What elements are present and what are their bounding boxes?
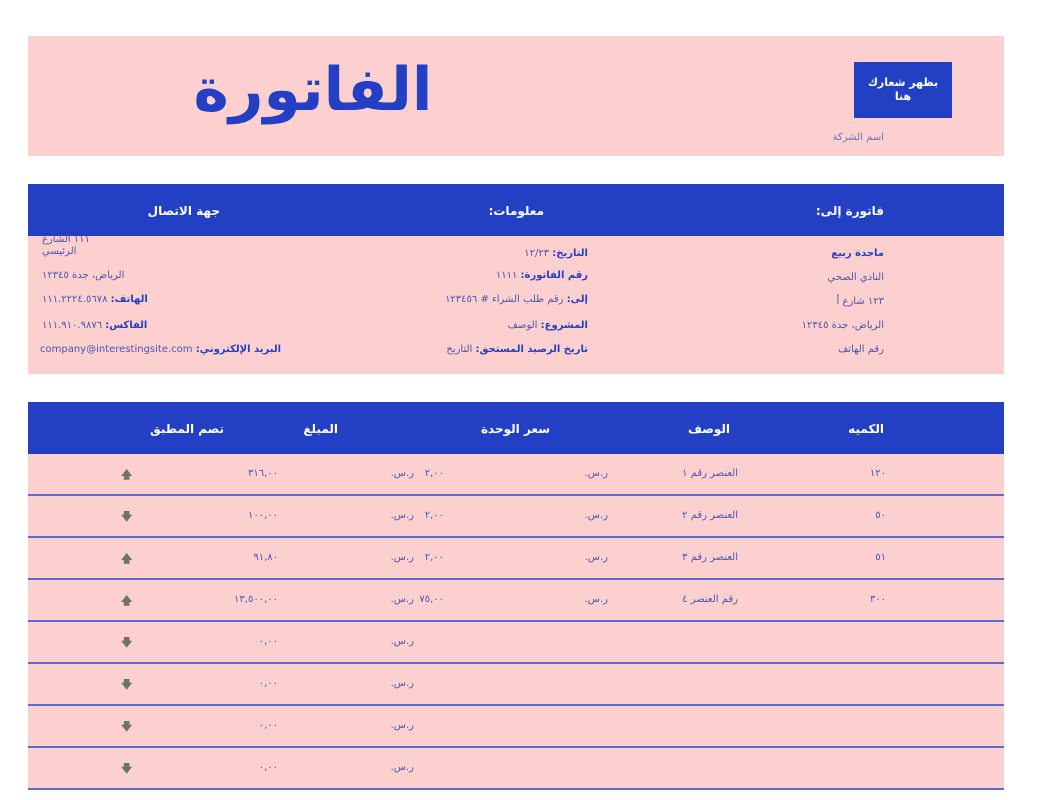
contact-street-top: ١١١ الشارع xyxy=(42,234,90,245)
description-cell[interactable]: العنصر رقم ٢ xyxy=(682,510,738,521)
tax-toggle-icon[interactable]: 🡇 xyxy=(121,636,133,649)
qty-cell[interactable]: ٣٠٠ xyxy=(869,594,886,605)
col-qty: الكميه xyxy=(848,422,884,436)
amount-cell: ٠,٠٠ xyxy=(258,678,278,689)
invoice-title: الفاتورة xyxy=(193,55,433,125)
table-row xyxy=(28,454,1004,496)
qty-cell[interactable]: ٥١ xyxy=(875,552,886,563)
amount-cell: ٠,٠٠ xyxy=(258,720,278,731)
col-description: الوصف xyxy=(687,422,730,436)
tax-toggle-icon[interactable]: 🡅 xyxy=(121,468,133,481)
unit-currency-cell: ر.س. xyxy=(584,552,608,563)
amount-cell: ٠,٠٠ xyxy=(258,762,278,773)
invoice-number-value: ١١١١ xyxy=(495,270,518,281)
date-label: التاريخ: xyxy=(552,248,588,259)
contact-email-value[interactable]: company@interestingsite.com xyxy=(40,344,193,355)
unit-price-cell[interactable]: ٧٥,٠٠ xyxy=(419,594,444,605)
contact-phone-value: ١١١.٢٢٢٤.٥٦٧٨ xyxy=(42,294,108,305)
to-label: إلى: xyxy=(566,294,588,305)
tax-toggle-icon[interactable]: 🡅 xyxy=(121,552,133,565)
info-heading: معلومات: xyxy=(488,204,544,218)
po-number: رقم طلب الشراء # ١٢٣٤٥٦ xyxy=(445,294,564,305)
unit-currency-cell: ر.س. xyxy=(584,594,608,605)
qty-cell[interactable]: ٥٠ xyxy=(875,510,886,521)
col-amount: المبلغ xyxy=(303,422,338,436)
description-cell[interactable]: رقم العنصر ٤ xyxy=(682,594,738,605)
amount-cell: ٩١,٨٠ xyxy=(253,552,278,563)
amount-currency-cell: ر.س. xyxy=(390,720,414,731)
bill-to-heading: فاتورة إلى: xyxy=(815,204,884,218)
amount-cell: ١٠٠,٠٠ xyxy=(247,510,278,521)
col-unit-price: سعر الوحدة xyxy=(480,422,550,436)
bill-to-street: ١٢٣ شارع أ xyxy=(836,296,884,307)
amount-cell: ٣١٦,٠٠ xyxy=(247,468,278,479)
table-row xyxy=(28,580,1004,622)
amount-cell: ١٣,٥٠٠,٠٠ xyxy=(234,594,278,605)
amount-currency-cell: ر.س. xyxy=(390,468,414,479)
amount-currency-cell: ر.س. xyxy=(390,678,414,689)
table-row xyxy=(28,496,1004,538)
contact-phone-label: الهاتف: xyxy=(110,294,148,305)
amount-currency-cell: ر.س. xyxy=(390,594,414,605)
description-cell[interactable]: العنصر رقم ٣ xyxy=(682,552,738,563)
amount-currency-cell: ر.س. xyxy=(390,636,414,647)
contact-email-label: البريد الإلكتروني: xyxy=(195,344,282,355)
qty-cell[interactable]: ١٢٠ xyxy=(869,468,886,479)
due-date-label: تاريخ الرصيد المستحق: xyxy=(475,344,588,355)
table-row xyxy=(28,706,1004,748)
table-row xyxy=(28,538,1004,580)
amount-currency-cell: ر.س. xyxy=(390,762,414,773)
bill-to-phone: رقم الهاتف xyxy=(837,344,884,355)
unit-price-cell[interactable]: ٢,٠٠ xyxy=(424,468,444,479)
project-value: الوصف xyxy=(507,320,538,331)
unit-price-cell[interactable]: ٢,٠٠ xyxy=(424,552,444,563)
bill-to-city: الرياض، جدة ١٢٣٤٥ xyxy=(801,320,884,331)
contact-street-main: الرئيسي xyxy=(42,246,77,257)
items-table-header xyxy=(28,402,1004,454)
bill-to-club: النادي الصحي xyxy=(827,272,884,283)
col-tax-applied: تصم المطبق xyxy=(150,422,224,436)
contact-heading: جهة الاتصال xyxy=(147,204,220,218)
table-row xyxy=(28,664,1004,706)
invoice-number-label: رقم الفاتورة: xyxy=(520,270,588,281)
tax-toggle-icon[interactable]: 🡅 xyxy=(121,594,133,607)
due-date-value: التاريخ xyxy=(446,344,473,355)
info-column xyxy=(368,236,588,374)
tax-toggle-icon[interactable]: 🡇 xyxy=(121,720,133,733)
amount-currency-cell: ر.س. xyxy=(390,510,414,521)
description-cell[interactable]: العنصر رقم ١ xyxy=(682,468,738,479)
items-table-body xyxy=(28,454,1004,790)
contact-fax-value: ١١١.٩١٠.٩٨٧٦ xyxy=(42,320,103,331)
table-row xyxy=(28,748,1004,790)
tax-toggle-icon[interactable]: 🡇 xyxy=(121,510,133,523)
tax-toggle-icon[interactable]: 🡇 xyxy=(121,762,133,775)
info-body xyxy=(28,236,1004,374)
contact-fax-label: الفاكس: xyxy=(105,320,148,331)
project-label: المشروع: xyxy=(540,320,588,331)
info-header-bar xyxy=(28,184,1004,236)
tax-toggle-icon[interactable]: 🡇 xyxy=(121,678,133,691)
bill-to-column xyxy=(684,236,884,374)
unit-currency-cell: ر.س. xyxy=(584,468,608,479)
table-row xyxy=(28,622,1004,664)
date-value: ١٢/٢٣ xyxy=(524,248,550,259)
logo-placeholder[interactable]: بظهر شعارك هنا xyxy=(854,62,952,118)
contact-column xyxy=(40,234,282,374)
contact-city: الرياض، جدة ١٢٣٤٥ xyxy=(42,270,125,281)
unit-price-cell[interactable]: ٢,٠٠ xyxy=(424,510,444,521)
invoice-header xyxy=(28,36,1004,156)
bill-to-name: ماجدة ربيع xyxy=(831,248,884,259)
unit-currency-cell: ر.س. xyxy=(584,510,608,521)
amount-cell: ٠,٠٠ xyxy=(258,636,278,647)
company-name: اسم الشركة xyxy=(832,132,884,143)
amount-currency-cell: ر.س. xyxy=(390,552,414,563)
